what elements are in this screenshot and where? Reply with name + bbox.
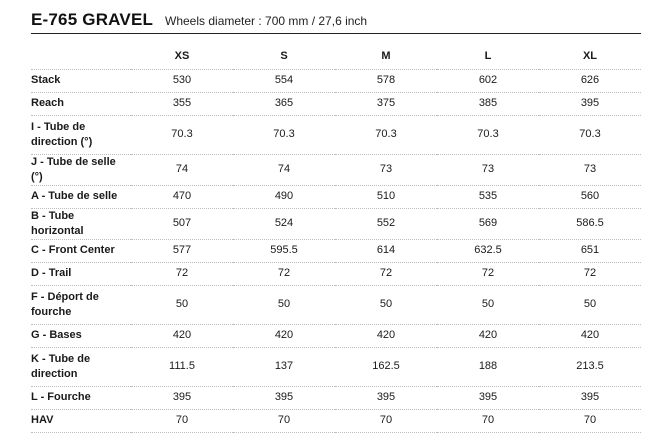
table-cell: 70 <box>539 409 641 432</box>
table-cell: 73 <box>437 154 539 185</box>
table-cell: 70 <box>233 409 335 432</box>
table-cell: 70.3 <box>335 115 437 154</box>
table-row <box>31 115 641 154</box>
table-cell: 74 <box>233 154 335 185</box>
table-row <box>31 409 641 432</box>
table-cell: 395 <box>437 386 539 409</box>
table-cell: 420 <box>131 324 233 347</box>
table-cell: 72 <box>539 262 641 285</box>
row-label: I - Tube de direction (°) <box>31 115 131 154</box>
table-cell: 577 <box>131 239 233 262</box>
table-cell: 632.5 <box>437 239 539 262</box>
row-label: B - Tube horizontal <box>31 208 131 239</box>
size-header: M <box>335 45 437 69</box>
table-cell: 70 <box>335 409 437 432</box>
row-label: Stack <box>31 69 131 92</box>
table-cell: 72 <box>233 262 335 285</box>
table-cell: 74 <box>131 154 233 185</box>
table-cell: 395 <box>335 386 437 409</box>
table-cell: 188 <box>437 347 539 386</box>
table-cell: 552 <box>335 208 437 239</box>
table-row <box>31 92 641 115</box>
row-label: L - Fourche <box>31 386 131 409</box>
table-cell: 530 <box>131 69 233 92</box>
table-cell: 73 <box>539 154 641 185</box>
table-cell: 213.5 <box>539 347 641 386</box>
table-cell: 524 <box>233 208 335 239</box>
table-row <box>31 324 641 347</box>
table-cell: 70.3 <box>233 115 335 154</box>
row-label: J - Tube de selle (°) <box>31 154 131 185</box>
row-label: A - Tube de selle <box>31 185 131 208</box>
table-cell: 50 <box>233 285 335 324</box>
table-row <box>31 285 641 324</box>
table-cell: 70.3 <box>437 115 539 154</box>
table-cell: 420 <box>539 324 641 347</box>
table-cell: 70 <box>437 409 539 432</box>
header-corner <box>31 45 131 69</box>
table-cell: 365 <box>233 92 335 115</box>
table-cell: 560 <box>539 185 641 208</box>
table-row <box>31 347 641 386</box>
table-cell: 72 <box>335 262 437 285</box>
table-cell: 137 <box>233 347 335 386</box>
table-cell: 602 <box>437 69 539 92</box>
table-cell: 50 <box>539 285 641 324</box>
table-cell: 395 <box>131 386 233 409</box>
table-cell: 626 <box>539 69 641 92</box>
table-cell: 385 <box>437 92 539 115</box>
table-cell: 72 <box>437 262 539 285</box>
table-cell: 50 <box>335 285 437 324</box>
table-cell: 70.3 <box>131 115 233 154</box>
table-cell: 420 <box>437 324 539 347</box>
table-cell: 420 <box>233 324 335 347</box>
size-header: L <box>437 45 539 69</box>
table-cell: 50 <box>437 285 539 324</box>
table-cell: 355 <box>131 92 233 115</box>
table-cell: 510 <box>335 185 437 208</box>
table-cell: 614 <box>335 239 437 262</box>
table-row <box>31 208 641 239</box>
table-cell: 420 <box>335 324 437 347</box>
table-cell: 72 <box>131 262 233 285</box>
table-cell: 470 <box>131 185 233 208</box>
table-cell: 395 <box>539 386 641 409</box>
size-header: S <box>233 45 335 69</box>
size-header: XL <box>539 45 641 69</box>
row-label: C - Front Center <box>31 239 131 262</box>
row-label: HAV <box>31 409 131 432</box>
header-divider <box>31 33 641 34</box>
table-cell: 507 <box>131 208 233 239</box>
table-cell: 569 <box>437 208 539 239</box>
table-cell: 50 <box>131 285 233 324</box>
row-label: D - Trail <box>31 262 131 285</box>
table-row <box>31 185 641 208</box>
table-cell: 375 <box>335 92 437 115</box>
table-cell: 535 <box>437 185 539 208</box>
table-cell: 554 <box>233 69 335 92</box>
row-label: F - Déport de fourche <box>31 285 131 324</box>
row-label: Reach <box>31 92 131 115</box>
table-cell: 73 <box>335 154 437 185</box>
table-cell: 70 <box>131 409 233 432</box>
table-cell: 651 <box>539 239 641 262</box>
table-row <box>31 69 641 92</box>
table-cell: 70.3 <box>539 115 641 154</box>
size-header-row <box>31 45 641 69</box>
table-cell: 586.5 <box>539 208 641 239</box>
geometry-table <box>31 45 641 433</box>
table-cell: 595.5 <box>233 239 335 262</box>
table-row <box>31 386 641 409</box>
table-cell: 111.5 <box>131 347 233 386</box>
table-cell: 490 <box>233 185 335 208</box>
row-label: G - Bases <box>31 324 131 347</box>
table-cell: 162.5 <box>335 347 437 386</box>
row-label: K - Tube de direction <box>31 347 131 386</box>
table-cell: 578 <box>335 69 437 92</box>
wheel-diameter-subtitle: Wheels diameter : 700 mm / 27,6 inch <box>165 14 368 28</box>
size-header: XS <box>131 45 233 69</box>
table-row <box>31 154 641 185</box>
table-cell: 395 <box>539 92 641 115</box>
table-row <box>31 262 641 285</box>
page-title: E-765 GRAVEL <box>31 10 154 29</box>
table-row <box>31 239 641 262</box>
table-cell: 395 <box>233 386 335 409</box>
